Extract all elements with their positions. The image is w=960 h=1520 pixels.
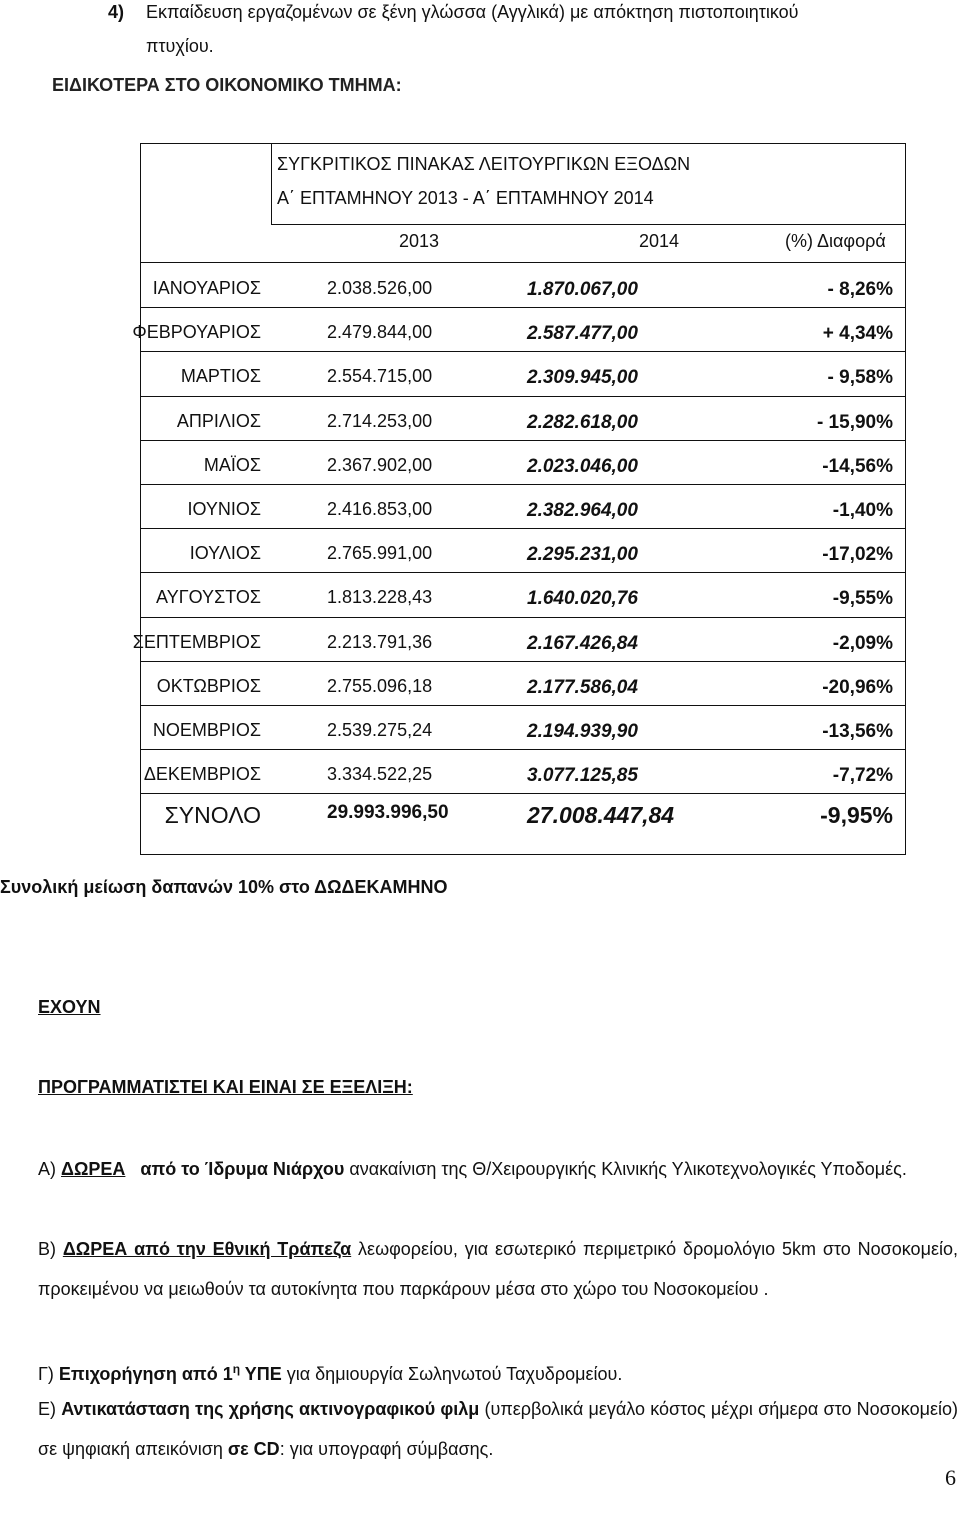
item-a: [38, 1149, 958, 1189]
item-c-prefix: Γ): [38, 1364, 59, 1384]
programmed-heading: ΠΡΟΓΡΑΜΜΑΤΙΣΤΕΙ ΚΑΙ ΕΙΝΑΙ ΣΕ ΕΞΕΛΙΞΗ:: [38, 1077, 413, 1097]
value-2013: 2.714.253,00: [327, 410, 433, 431]
value-2014: 2.587.477,00: [527, 323, 638, 345]
diff-value: -2,09%: [832, 632, 893, 654]
value-2013: 2.416.853,00: [327, 499, 433, 519]
item-b-prefix: Β): [38, 1239, 63, 1259]
item-c-ype: ΥΠΕ: [240, 1364, 282, 1384]
column-header-2013: 2013: [399, 231, 440, 251]
value-2014: 3.077.125,85: [527, 765, 638, 787]
section-title: ΕΙΔΙΚΟΤΕΡΑ ΣΤΟ ΟΙΚΟΝΟΜΙΚΟ ΤΜΗΜΑ:: [52, 75, 402, 95]
table-divider: [141, 262, 905, 263]
item-c-sup: η: [232, 1362, 241, 1376]
item-c-rest: για δημιουργία Σωληνωτού Ταχυδρομείου.: [281, 1364, 623, 1384]
item-a-donor: από το Ίδρυμα Νιάρχου: [140, 1159, 345, 1179]
table-divider: [141, 749, 905, 750]
table-divider: [141, 440, 905, 441]
item-e: [38, 1389, 958, 1469]
value-2013: 2.479.844,00: [327, 322, 433, 343]
value-2014: 2.282.618,00: [527, 411, 638, 433]
table-divider: [141, 793, 905, 794]
item-e-mid: (υπερβολικά μεγάλο κόστος μέχρι σήμερα στο Νοσοκομείο) σε ψηφιακή απεικόνιση: [38, 1399, 958, 1459]
value-2013: 3.334.522,25: [327, 764, 433, 785]
table-divider: [141, 705, 905, 706]
value-2014: 2.382.964,00: [527, 500, 638, 521]
item-a-gap: [125, 1159, 140, 1179]
diff-value: -9,55%: [832, 588, 893, 610]
table-divider: [141, 617, 905, 618]
value-2014: 2.177.586,04: [527, 676, 638, 698]
item-e-rest: : για υπογραφή σύμβασης.: [279, 1439, 494, 1459]
diff-value: -13,56%: [822, 721, 893, 742]
total-diff: -9,95%: [820, 802, 893, 828]
table-subtitle: Α΄ ΕΠΤΑΜΗΝΟΥ 2013 - Α΄ ΕΠΤΑΜΗΝΟΥ 2014: [277, 188, 654, 208]
month-label: ΙΑΝΟΥΑΡΙΟΣ: [152, 278, 261, 298]
table-divider: [141, 528, 905, 529]
value-2013: 2.539.275,24: [327, 720, 433, 740]
month-label: ΙΟΥΛΙΟΣ: [189, 543, 261, 564]
month-label: ΟΚΤΩΒΡΙΟΣ: [156, 675, 261, 696]
value-2014: 2.295.231,00: [527, 544, 638, 566]
item-number: 4): [108, 2, 125, 22]
item-text: Εκπαίδευση εργαζομένων σε ξένη γλώσσα (Αγγλικά) με απόκτηση πιστοποιητικού: [146, 2, 799, 22]
month-label: ΑΠΡΙΛΙΟΣ: [176, 410, 261, 431]
item-a-donation: ΔΩΡΕΑ: [61, 1159, 126, 1179]
table-divider: [141, 351, 905, 352]
column-header-diff: (%) Διαφορά: [785, 231, 886, 251]
value-2014: 1.870.067,00: [527, 279, 638, 300]
table-divider: [271, 144, 272, 224]
item-e-replacement: Αντικατάσταση της χρήσης ακτινογραφικού φιλμ: [61, 1399, 480, 1419]
item-e-prefix: Ε): [38, 1399, 62, 1419]
value-2014: 1.640.020,76: [527, 588, 638, 610]
value-2013: 2.213.791,36: [327, 631, 433, 652]
month-label: ΜΑΡΤΙΟΣ: [180, 366, 261, 387]
month-label: ΜΑΪΟΣ: [203, 454, 261, 475]
table-divider: [141, 484, 905, 485]
item-text-continuation: πτυχίου.: [146, 36, 214, 56]
expenses-table: [132, 143, 906, 855]
total-2014: 27.008.447,84: [527, 802, 675, 828]
value-2014: 2.167.426,84: [527, 632, 638, 654]
value-2013: 2.367.902,00: [327, 454, 433, 475]
value-2013: 1.813.228,43: [327, 587, 433, 608]
item-e-cd: σε CD: [227, 1439, 280, 1459]
diff-value: - 9,58%: [827, 367, 893, 389]
value-2014: 2.023.046,00: [527, 455, 638, 477]
column-header-2014: 2014: [639, 231, 680, 251]
table-title: ΣΥΓΚΡΙΤΙΚΟΣ ΠΙΝΑΚΑΣ ΛΕΙΤΟΥΡΓΙΚΩΝ ΕΞΟΔΩΝ: [277, 154, 691, 174]
item-a-rest: ανακαίνιση της Θ/Χειρουργικής Κλινικής Υλικοτεχνολογικές Υποδομές.: [344, 1159, 907, 1179]
diff-value: - 8,26%: [827, 279, 893, 300]
table-divider: [141, 572, 905, 573]
table-divider: [141, 307, 905, 308]
value-2013: 2.038.526,00: [327, 278, 433, 298]
diff-value: -17,02%: [822, 544, 893, 566]
total-2013: 29.993.996,50: [327, 802, 449, 823]
value-2014: 2.194.939,90: [527, 721, 638, 742]
diff-value: -1,40%: [832, 500, 893, 521]
exoun-heading: ΕΧΟΥΝ: [38, 997, 101, 1017]
table-divider: [141, 661, 905, 662]
table-divider: [271, 224, 905, 225]
diff-value: - 15,90%: [816, 411, 893, 433]
page-number: 6: [945, 1465, 956, 1490]
item-b: [38, 1229, 958, 1309]
diff-value: -14,56%: [822, 455, 893, 477]
value-2013: 2.554.715,00: [327, 366, 433, 387]
diff-value: -7,72%: [832, 765, 893, 787]
month-label: ΦΕΒΡΟΥΑΡΙΟΣ: [132, 322, 261, 343]
month-label: ΝΟΕΜΒΡΙΟΣ: [152, 720, 261, 740]
table-divider: [141, 396, 905, 397]
item-b-donor: ΔΩΡΕΑ από την Εθνική Τράπεζα: [62, 1239, 352, 1259]
diff-value: + 4,34%: [822, 323, 893, 345]
value-2014: 2.309.945,00: [527, 367, 638, 389]
month-label: ΔΕΚΕΜΒΡΙΟΣ: [143, 764, 261, 785]
summary-text: Συνολική μείωση δαπανών 10% στο ΔΩΔΕΚΑΜΗΝΟ: [0, 877, 448, 897]
value-2013: 2.765.991,00: [327, 543, 433, 564]
month-label: ΙΟΥΝΙΟΣ: [187, 499, 261, 519]
total-label: ΣΥΝΟΛΟ: [164, 802, 261, 828]
table-row-total: [141, 796, 905, 840]
month-label: ΣΕΠΤΕΜΒΡΙΟΣ: [132, 631, 261, 652]
month-label: ΑΥΓΟΥΣΤΟΣ: [156, 587, 261, 608]
diff-value: -20,96%: [822, 676, 893, 698]
item-b-rest: λεωφορείου, για εσωτερικό περιμετρικό δρομολόγιο 5km στο Νοσοκομείο, προκειμένου να μειωθούν τα αυτοκίνητα που παρκάρουν μέσα στο χώρο του Νοσοκομείου .: [38, 1239, 958, 1299]
value-2013: 2.755.096,18: [327, 675, 433, 696]
item-a-prefix: Α): [38, 1159, 62, 1179]
item-c-grant: Επιχορήγηση από 1: [58, 1364, 233, 1384]
item-c: [38, 1349, 958, 1394]
